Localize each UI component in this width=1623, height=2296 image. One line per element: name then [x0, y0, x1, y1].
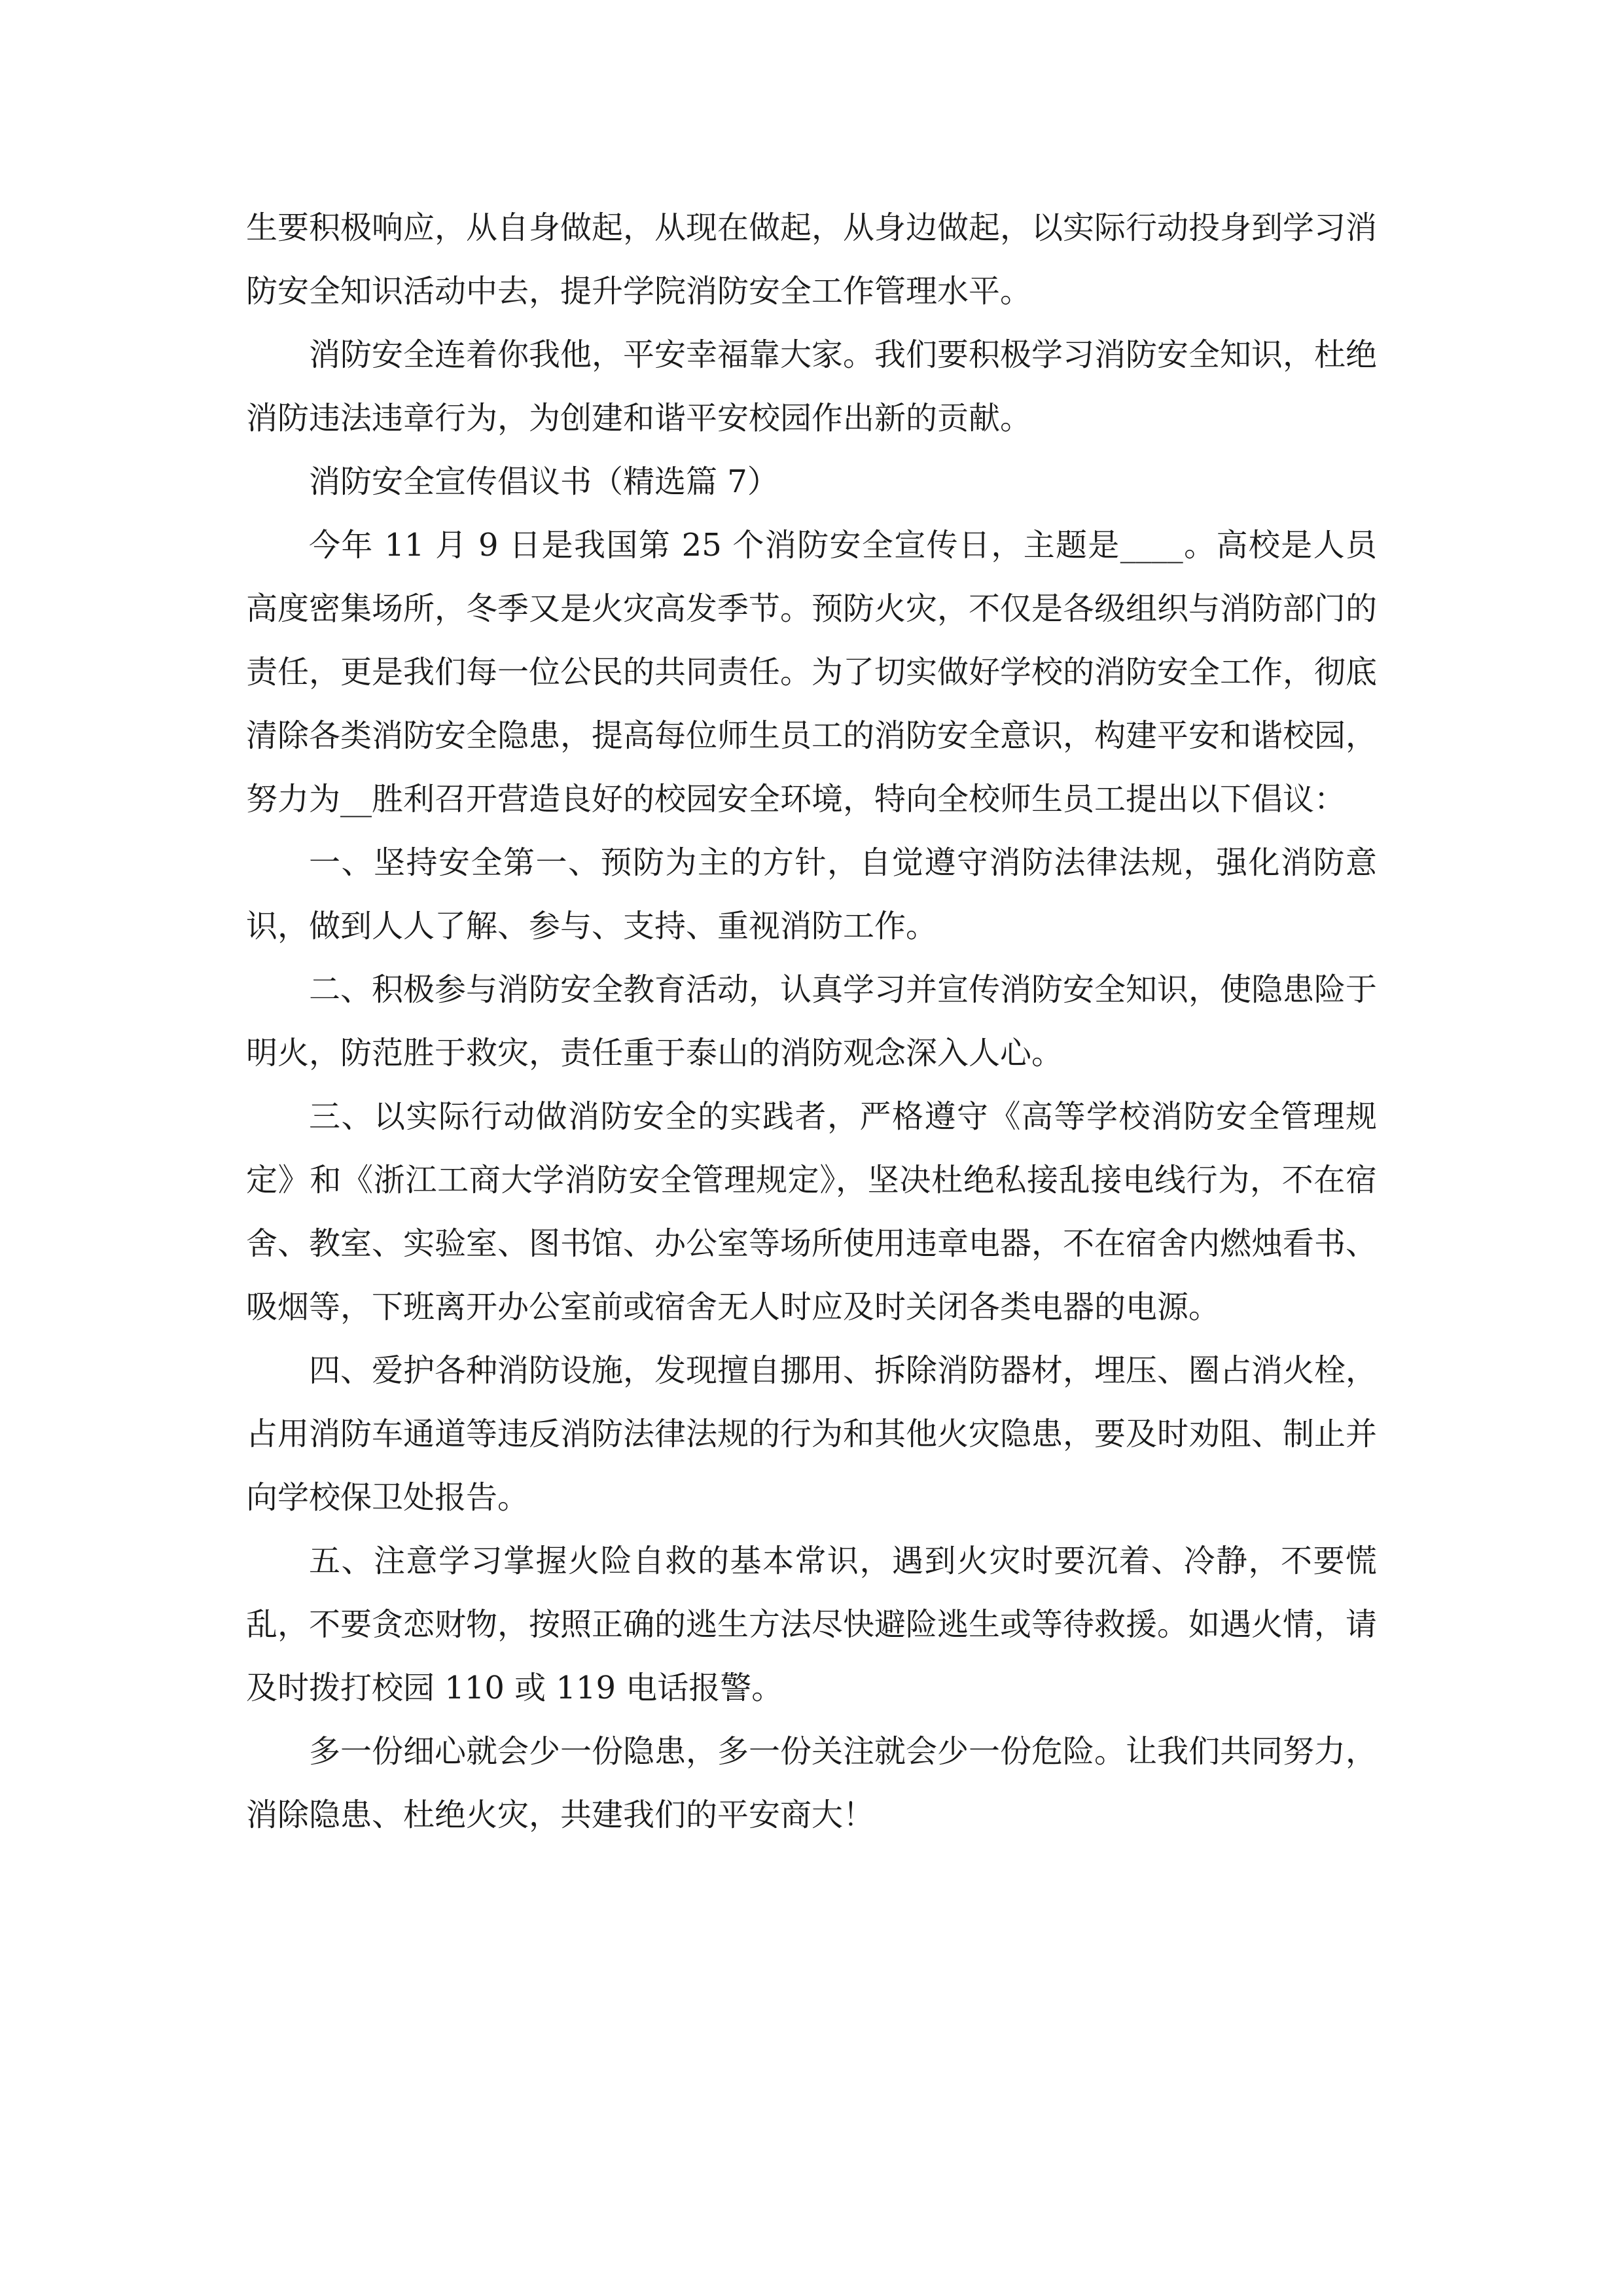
- paragraph-item-2: 二、积极参与消防安全教育活动，认真学习并宣传消防安全知识，使隐患险于明火，防范胜于救灾，责任重于泰山的消防观念深入人心。: [246, 971, 1378, 1071]
- paragraph-item-1: 一、坚持安全第一、预防为主的方针，自觉遵守消防法律法规，强化消防意识，做到人人了解、参与、支持、重视消防工作。: [246, 844, 1377, 944]
- paragraph-item-5: 五、注意学习掌握火险自救的基本常识，遇到火灾时要沉着、冷静，不要慌乱，不要贪恋财物，按照正确的逃生方法尽快避险逃生或等待救援。如遇火情，请及时拨打校园 110 或 119 电话报警。: [246, 1543, 1378, 1706]
- document-page: [246, 196, 1377, 1847]
- section-title: 消防安全宣传倡议书（精选篇 7）: [309, 463, 779, 500]
- paragraph: 消防安全连着你我他，平安幸福靠大家。我们要积极学习消防安全知识，杜绝消防违法违章行为，为创建和谐平安校园作出新的贡献。: [246, 336, 1378, 437]
- paragraph-item-4: 四、爱护各种消防设施，发现擅自挪用、拆除消防器材，埋压、圈占消火栓，占用消防车通道等违反消防法律法规的行为和其他火灾隐患，要及时劝阻、制止并向学校保卫处报告。: [246, 1352, 1378, 1516]
- paragraph-continuation: 生要积极响应，从自身做起，从现在做起，从身边做起，以实际行动投身到学习消防安全知识活动中去，提升学院消防安全工作管理水平。: [246, 209, 1378, 310]
- paragraph-intro: 今年 11 月 9 日是我国第 25 个消防安全宣传日，主题是____。高校是人员高度密集场所，冬季又是火灾高发季节。预防火灾，不仅是各级组织与消防部门的责任，更是我们每一位公民的共同责任。为了切实做好学校的消防安全工作，彻底清除各类消防安全隐患，提高每位师生员工的消防安全意识，构建平安和谐校园，努力为__胜利召开营造良好的校园安全环境，特向全校师生员工提出以下倡议：: [246, 527, 1378, 817]
- paragraph-closing: 多一份细心就会少一份隐患，多一份关注就会少一份危险。让我们共同努力，消除隐患、杜绝火灾，共建我们的平安商大！: [246, 1733, 1378, 1833]
- paragraph-item-3: 三、以实际行动做消防安全的实践者，严格遵守《高等学校消防安全管理规定》和《浙江工商大学消防安全管理规定》，坚决杜绝私接乱接电线行为，不在宿舍、教室、实验室、图书馆、办公室等场所使用违章电器，不在宿舍内燃烛看书、吸烟等，下班离开办公室前或宿舍无人时应及时关闭各类电器的电源。: [246, 1098, 1378, 1325]
